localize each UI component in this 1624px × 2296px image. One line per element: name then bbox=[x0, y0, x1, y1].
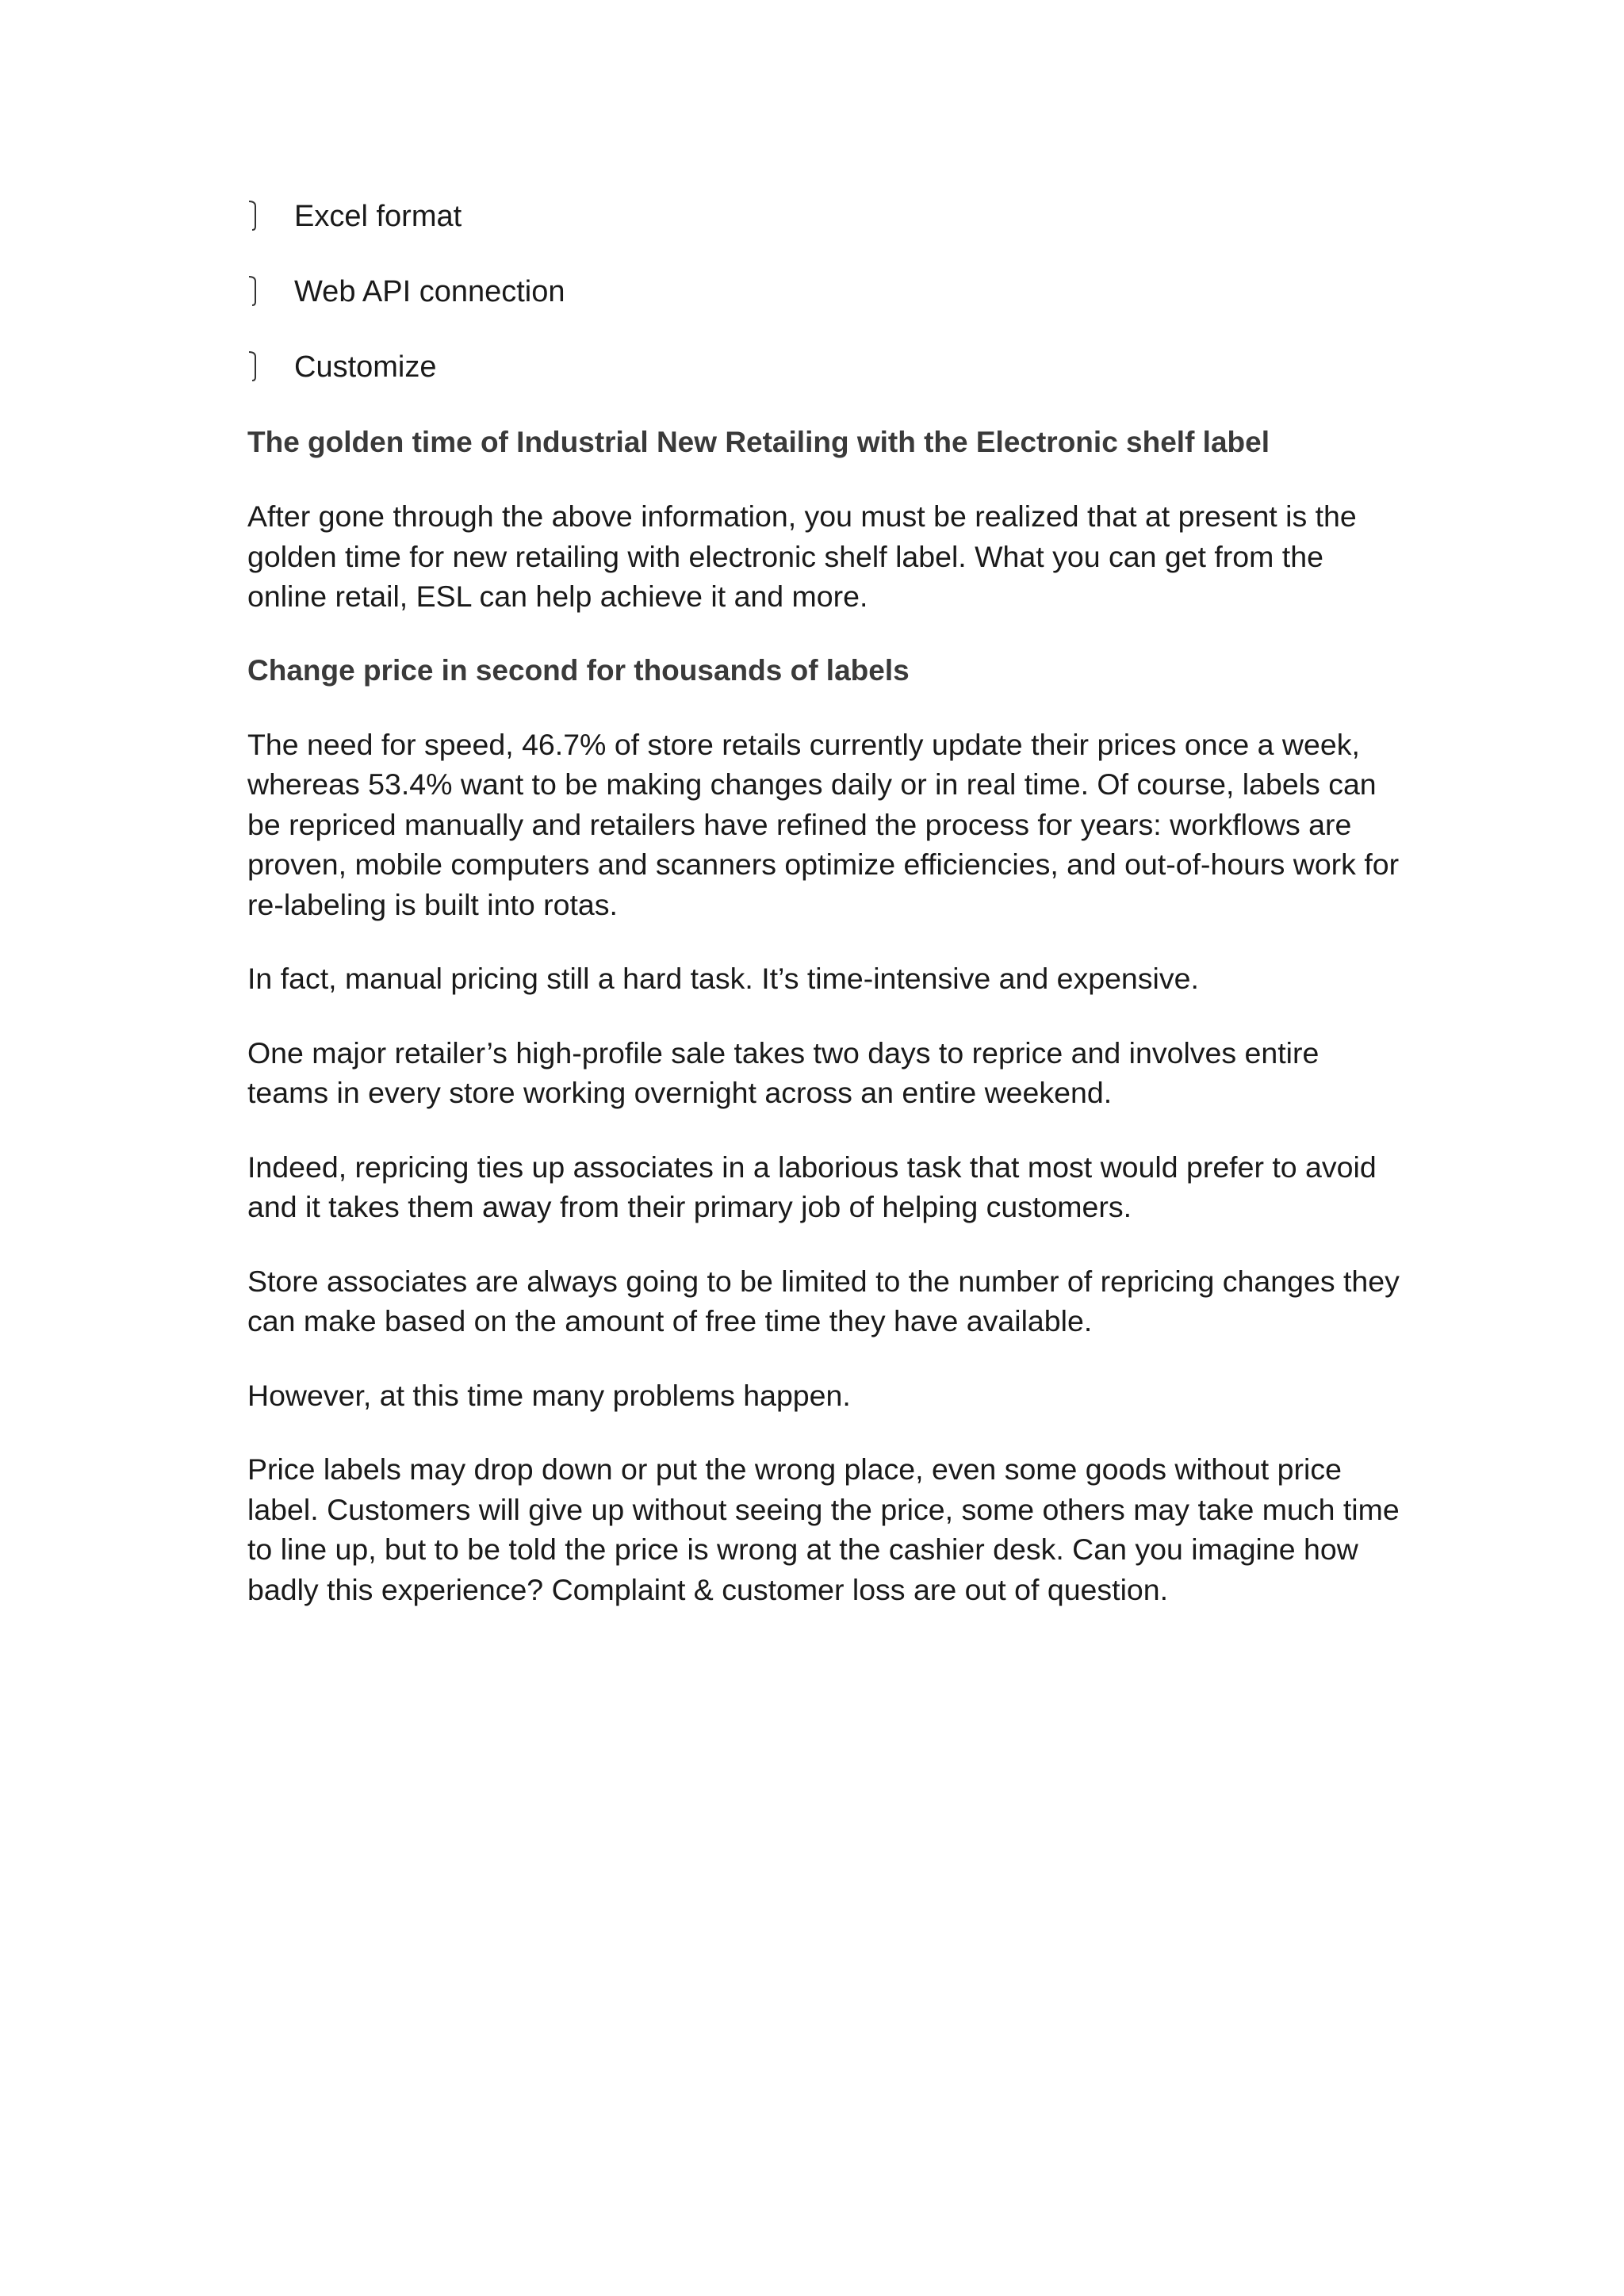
bullet-label: Customize bbox=[294, 350, 437, 384]
section-heading-golden-time: The golden time of Industrial New Retailing with the Electronic shelf label bbox=[247, 426, 1270, 458]
bracket-bullet-icon bbox=[247, 275, 259, 307]
bracket-bullet-icon bbox=[247, 200, 259, 232]
paragraph-need-for-speed: The need for speed, 46.7% of store retails currently update their prices once a week, whereas 53.4% want to be making changes daily or in real time. Of course, labels can be repriced manually and retailers have refined the process for years: workflows are proven, mobile computers and scanners optimize efficiencies, and out-of-hours work for re-labeling is built into rotas. bbox=[247, 727, 1400, 921]
list-item bbox=[247, 197, 1405, 236]
paragraph-repricing-ties: Indeed, repricing ties up associates in a laborious task that most would prefer to avoid and it takes them away from their primary job of helping customers. bbox=[247, 1150, 1377, 1223]
bullet-label: Web API connection bbox=[294, 275, 565, 308]
bullet-label: Excel format bbox=[294, 200, 462, 233]
paragraph-major-retailer: One major retailer’s high-profile sale takes two days to reprice and involves entire teams in every store working overnight across an entire weekend. bbox=[247, 1035, 1320, 1109]
section-heading-change-price: Change price in second for thousands of labels bbox=[247, 653, 910, 687]
paragraph-store-associates: Store associates are always going to be limited to the number of repricing changes they can make based on the amount of free time they have available. bbox=[247, 1264, 1400, 1337]
paragraph-problems: However, at this time many problems happen. bbox=[247, 1378, 851, 1412]
paragraph-intro: After gone through the above information, you must be realized that at present is the golden time for new retailing with electronic shelf label. What you can get from the online retail, ESL can help achieve it and more. bbox=[247, 499, 1357, 613]
list-item bbox=[247, 347, 1405, 387]
bracket-bullet-icon bbox=[247, 350, 259, 382]
paragraph-price-labels: Price labels may drop down or put the wrong place, even some goods without price label. Customers will give up without seeing the price, some others may take much time to line up, but to be told the price is wrong at the cashier desk. Can you imagine how badly this experience? Complaint & customer loss are out of question. bbox=[247, 1452, 1400, 1606]
list-item bbox=[247, 272, 1405, 312]
paragraph-manual-pricing: In fact, manual pricing still a hard task. It’s time-intensive and expensive. bbox=[247, 962, 1199, 995]
document-body bbox=[247, 197, 1405, 1644]
bullet-list bbox=[247, 197, 1405, 387]
